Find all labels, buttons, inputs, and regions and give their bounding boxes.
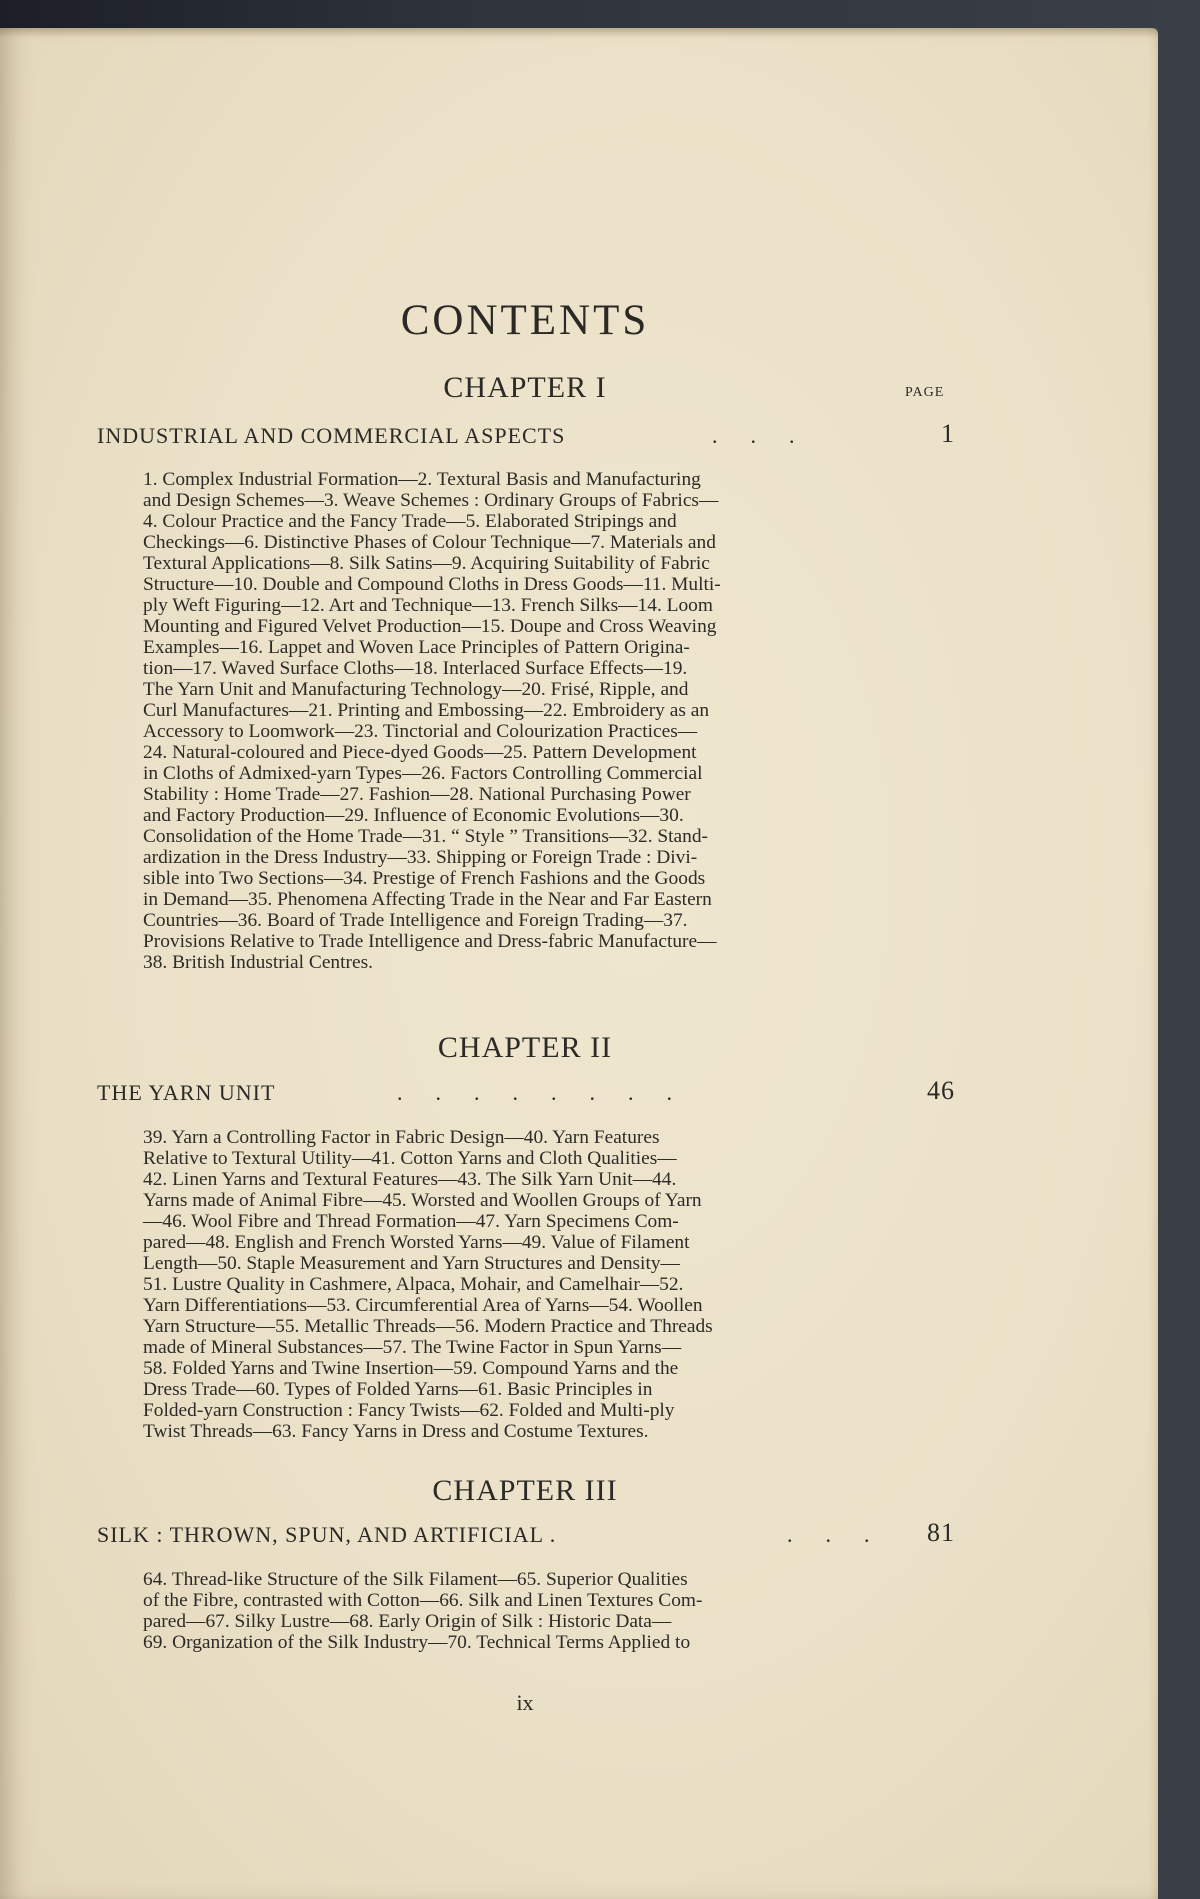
summary-line: Folded-yarn Construction : Fancy Twists—62. Folded and Multi-ply <box>143 1400 675 1421</box>
contents-title: CONTENTS <box>400 297 650 344</box>
summary-line: Curl Manufactures—21. Printing and Embossing—22. Embroidery as an <box>143 700 710 721</box>
chapter-1-page-number: 1 <box>941 419 955 448</box>
summary-line: Dress Trade—60. Types of Folded Yarns—61. Basic Principles in <box>143 1379 653 1400</box>
book-page <box>0 28 1158 1899</box>
chapter-2-page-number: 46 <box>927 1076 955 1105</box>
chapter-2-leader-dots: . . . . . . . . <box>397 1080 672 1105</box>
summary-line: and Factory Production—29. Influence of Economic Evolutions—30. <box>143 805 684 826</box>
chapter-3-heading: CHAPTER III <box>432 1474 618 1507</box>
summary-line: Stability : Home Trade—27. Fashion—28. National Purchasing Power <box>143 784 691 805</box>
summary-line: Countries—36. Board of Trade Intelligence and Foreign Trading—37. <box>143 910 688 931</box>
summary-line: Textural Applications—8. Silk Satins—9. Acquiring Suitability of Fabric <box>143 553 710 574</box>
page-folio: ix <box>516 1690 534 1715</box>
summary-line: sible into Two Sections—34. Prestige of French Fashions and the Goods <box>143 868 706 889</box>
summary-line: 38. British Industrial Centres. <box>143 952 373 973</box>
page-column-label: PAGE <box>905 385 945 400</box>
chapter-2-entry <box>97 1076 955 1114</box>
chapter-1-leader-dots: . . . <box>712 423 795 448</box>
chapter-2-title: THE YARN UNIT <box>97 1080 276 1105</box>
summary-line: Relative to Textural Utility—41. Cotton Yarns and Cloth Qualities— <box>143 1148 677 1169</box>
summary-line: Examples—16. Lappet and Woven Lace Principles of Pattern Origina- <box>143 637 690 658</box>
summary-line: in Demand—35. Phenomena Affecting Trade in the Near and Far Eastern <box>143 889 712 910</box>
summary-line: Yarn Differentiations—53. Circumferential Area of Yarns—54. Woollen <box>143 1295 703 1316</box>
summary-line: pared—48. English and French Worsted Yarns—49. Value of Filament <box>143 1232 690 1253</box>
chapter-1-entry <box>97 419 955 457</box>
summary-line: and Design Schemes—3. Weave Schemes : Ordinary Groups of Fabrics— <box>143 490 719 511</box>
summary-line: Yarns made of Animal Fibre—45. Worsted and Woollen Groups of Yarn <box>143 1190 702 1211</box>
summary-line: Provisions Relative to Trade Intelligence and Dress-fabric Manufacture— <box>143 931 717 952</box>
summary-line: —46. Wool Fibre and Thread Formation—47. Yarn Specimens Com- <box>143 1211 679 1232</box>
summary-line: 69. Organization of the Silk Industry—70. Technical Terms Applied to <box>143 1632 691 1653</box>
summary-line: Structure—10. Double and Compound Cloths in Dress Goods—11. Multi- <box>143 574 721 595</box>
summary-line: 39. Yarn a Controlling Factor in Fabric Design—40. Yarn Features <box>143 1127 660 1148</box>
chapter-1-title: INDUSTRIAL AND COMMERCIAL ASPECTS <box>97 423 566 448</box>
summary-line: 1. Complex Industrial Formation—2. Textural Basis and Manufacturing <box>143 469 701 490</box>
summary-line: Mounting and Figured Velvet Production—15. Doupe and Cross Weaving <box>143 616 717 637</box>
chapter-1-summary <box>143 469 879 973</box>
chapter-3-entry <box>97 1518 955 1556</box>
summary-line: Length—50. Staple Measurement and Yarn Structures and Density— <box>143 1253 680 1274</box>
summary-line: made of Mineral Substances—57. The Twine Factor in Spun Yarns— <box>143 1337 682 1358</box>
chapter-2-summary <box>143 1127 879 1442</box>
summary-line: The Yarn Unit and Manufacturing Technology—20. Frisé, Ripple, and <box>143 679 689 700</box>
summary-line: tion—17. Waved Surface Cloths—18. Interlaced Surface Effects—19. <box>143 658 688 679</box>
summary-line: pared—67. Silky Lustre—68. Early Origin of Silk : Historic Data— <box>143 1611 672 1632</box>
summary-line: Checkings—6. Distinctive Phases of Colour Technique—7. Materials and <box>143 532 716 553</box>
summary-line: Consolidation of the Home Trade—31. “ Style ” Transitions—32. Stand- <box>143 826 709 847</box>
summary-line: ply Weft Figuring—12. Art and Technique—13. French Silks—14. Loom <box>143 595 713 616</box>
summary-line: Accessory to Loomwork—23. Tinctorial and Colourization Practices— <box>143 721 698 742</box>
summary-line: 58. Folded Yarns and Twine Insertion—59. Compound Yarns and the <box>143 1358 679 1379</box>
summary-line: of the Fibre, contrasted with Cotton—66. Silk and Linen Textures Com- <box>143 1590 703 1611</box>
summary-line: Twist Threads—63. Fancy Yarns in Dress and Costume Textures. <box>143 1421 649 1442</box>
summary-line: 51. Lustre Quality in Cashmere, Alpaca, Mohair, and Camelhair—52. <box>143 1274 684 1295</box>
summary-line: 42. Linen Yarns and Textural Features—43. The Silk Yarn Unit—44. <box>143 1169 677 1190</box>
chapter-1-heading: CHAPTER I <box>443 371 607 404</box>
summary-line: in Cloths of Admixed-yarn Types—26. Factors Controlling Commercial <box>143 763 703 784</box>
summary-line: ardization in the Dress Industry—33. Shipping or Foreign Trade : Divi- <box>143 847 698 868</box>
chapter-2-heading: CHAPTER II <box>437 1031 613 1064</box>
chapter-3-title: SILK : THROWN, SPUN, AND ARTIFICIAL . <box>97 1522 557 1547</box>
chapter-3-summary <box>143 1569 879 1653</box>
page-top-shadow <box>0 28 1158 38</box>
chapter-3-page-number: 81 <box>927 1518 955 1547</box>
summary-line: 64. Thread-like Structure of the Silk Filament—65. Superior Qualities <box>143 1569 688 1590</box>
summary-line: Yarn Structure—55. Metallic Threads—56. Modern Practice and Threads <box>143 1316 713 1337</box>
summary-line: 4. Colour Practice and the Fancy Trade—5. Elaborated Stripings and <box>143 511 677 532</box>
chapter-3-leader-dots: . . . <box>787 1522 870 1547</box>
summary-line: 24. Natural-coloured and Piece-dyed Goods—25. Pattern Development <box>143 742 697 763</box>
